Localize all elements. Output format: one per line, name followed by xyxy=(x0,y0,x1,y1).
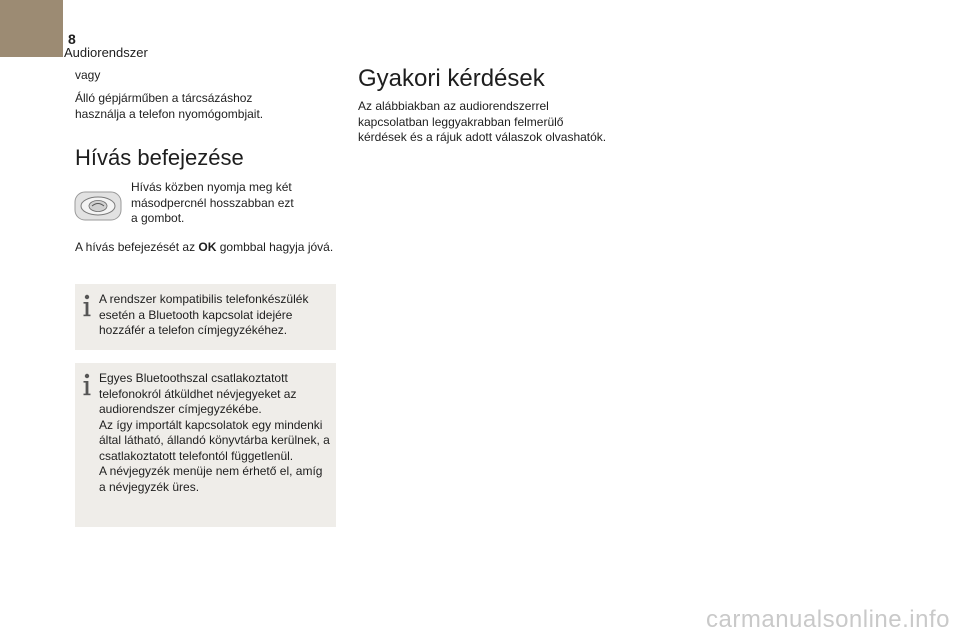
page-tab xyxy=(0,0,63,57)
confirm-text: A hívás befejezését az OK gombbal hagyja jóvá. xyxy=(75,240,334,254)
info-box-contacts xyxy=(75,363,336,527)
info-icon xyxy=(82,294,92,318)
info-text-phonebook: A rendszer kompatibilis telefonkészülék esetén a Bluetooth kapcsolat idejére hozzáfér a telefon címjegyzékéhez. xyxy=(99,292,309,337)
ok-key-label: OK xyxy=(198,240,217,254)
page-number: 8 xyxy=(68,31,76,47)
end-call-instruction: Hívás közben nyomja meg két másodpercnél hosszabban ezt a gombot. xyxy=(131,180,294,225)
section-title: Audiorendszer xyxy=(64,45,148,60)
watermark: carmanualsonline.info xyxy=(706,606,950,633)
end-call-button-icon xyxy=(73,188,123,224)
info-text-contacts: Egyes Bluetoothszal csatlakoztatott telefonokról átküldhet névjegyeket az audiorendszer címjegyzékébe. Az így importált kapcsolatok egy mindenki által látható, állandó könyvtárba kerülnek, a csatlakoztatott telefontól függetlenül. A névjegyzék menüje nem érhető el, amíg a névjegyzék üres. xyxy=(99,371,330,494)
or-text: vagy xyxy=(75,68,101,82)
info-box-phonebook xyxy=(75,284,336,350)
info-icon xyxy=(82,373,92,397)
steering-text: Álló gépjárműben a tárcsázáshoz használja a telefon nyomógombjait. xyxy=(75,91,264,121)
end-call-heading: Hívás befejezése xyxy=(75,145,244,170)
faq-heading: Gyakori kérdések xyxy=(358,65,545,92)
faq-intro: Az alábbiakban az audiorendszerrel kapcsolatban leggyakrabban felmerülő kérdések és a rájuk adott válaszok olvashatók. xyxy=(358,99,607,144)
